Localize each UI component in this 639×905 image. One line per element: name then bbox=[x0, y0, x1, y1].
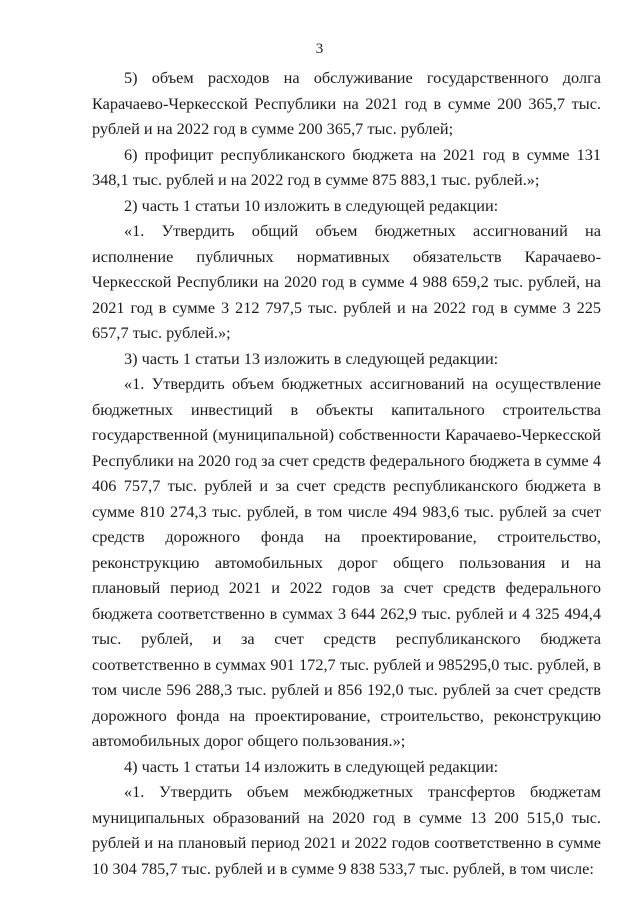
paragraph-debt-service-expenses: 5) объем расходов на обслуживание государственного долга Карачаево-Черкесской Республики на 2021 год в сумме 200 365,7 тыс. рублей и на 2022 год в сумме 200 365,7 тыс. рублей; bbox=[92, 68, 601, 138]
paragraph-public-obligations: «1. Утвердить общий объем бюджетных ассигнований на исполнение публичных нормативных обязательств Карачаево-Черкесской Республики на 2020 год в сумме 4 988 659,2 тыс. рублей, на 2021 год в сумме 3 212 797,5 тыс. рублей и на 2022 год в сумме 3 225 657,7 тыс. рублей.»; bbox=[92, 221, 601, 342]
paragraph-capital-investments: «1. Утвердить объем бюджетных ассигнований на осуществление бюджетных инвестиций в объекты капитального строительства государственной (муниципальной) собственности Карачаево-Черкесской Республики на 2020 год за счет средств федерального бюджета в сумме 4 406 757,7 тыс. рублей и за счет средств республиканского бюджета в сумме 810 274,3 тыс. рублей, в том числе 494 983,6 тыс. рублей за счет средств дорожного фонда на проектирование, строительство, реконструкцию автомобильных дорог общего пользования и на плановый период 2021 и 2022 годов за счет средств федерального бюджета соответственно в суммах 3 644 262,9 тыс. рублей и 4 325 494,4 тыс. рублей, и за счет средств республиканского бюджета соответственно в суммах 901 172,7 тыс. рублей и 985295,0 тыс. рублей, в том числе 596 288,3 тыс. рублей и 856 192,0 тыс. рублей за счет средств дорожного фонда на проектирование, строительство, реконструкцию автомобильных дорог общего пользования.»; bbox=[92, 374, 601, 750]
paragraph-amendment-article-14: 4) часть 1 статьи 14 изложить в следующей редакции: bbox=[124, 756, 499, 776]
page-number: 3 bbox=[315, 41, 324, 57]
paragraph-budget-surplus: 6) профицит республиканского бюджета на 2021 год в сумме 131 348,1 тыс. рублей и на 2022 год в сумме 875 883,1 тыс. рублей.»; bbox=[92, 144, 601, 189]
paragraph-interbudget-transfers: «1. Утвердить объем межбюджетных трансфертов бюджетам муниципальных образований на 2020 год в сумме 13 200 515,0 тыс. рублей и на плановый период 2021 и 2022 годов соответственно в сумме 10 304 785,7 тыс. рублей и в сумме 9 838 533,7 тыс. рублей, в том числе: bbox=[92, 782, 601, 878]
document-body bbox=[92, 65, 601, 881]
paragraph-amendment-article-10: 2) часть 1 статьи 10 изложить в следующей редакции: bbox=[124, 195, 499, 215]
paragraph-amendment-article-13: 3) часть 1 статьи 13 изложить в следующей редакции: bbox=[124, 348, 499, 368]
